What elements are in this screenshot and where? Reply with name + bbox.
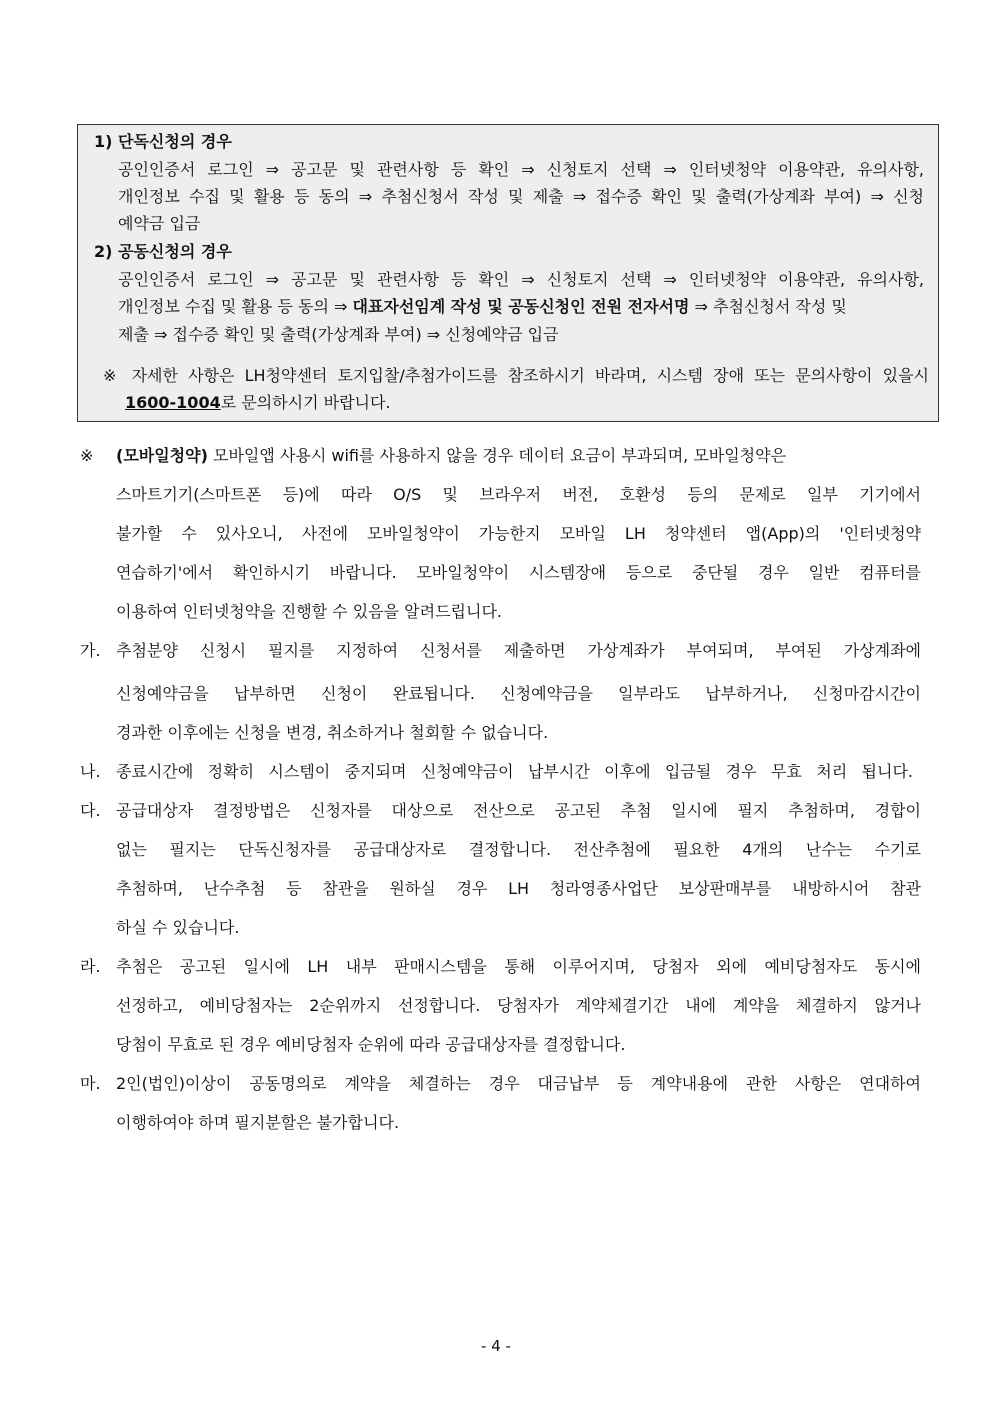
box-note-rest: 로 문의하시기 바랍니다.	[220, 393, 391, 412]
item-line: 추첨분양 신청시 필지를 지정하여 신청서를 제출하면 가상계좌가 부여되며, 부여된 가상계좌에	[116, 641, 921, 660]
mobile-note-line: 이용하여 인터넷청약을 진행할 수 있음을 알려드립니다.	[116, 602, 503, 621]
item-line: 신청예약금을 납부하면 신청이 완료됩니다. 신청예약금을 일부라도 납부하거나, 신청마감시간이	[116, 684, 921, 703]
item-line: 추첨하며, 난수추첨 등 참관을 원하실 경우 LH 청라영종사업단 보상판매부를 내방하시어 참관	[116, 879, 921, 898]
item-line: 당첨이 무효로 된 경우 예비당첨자 순위에 따라 공급대상자를 결정합니다.	[116, 1035, 626, 1054]
mobile-note-line: 연습하기'에서 확인하시기 바랍니다. 모바일청약이 시스템장애 등으로 중단될 경우 일반 컴퓨터를	[116, 563, 921, 582]
section-title-single: 1) 단독신청의 경우	[94, 132, 232, 151]
item-line: 이행하여야 하며 필지분할은 불가합니다.	[116, 1113, 400, 1132]
box-line: 예약금 입금	[118, 214, 201, 233]
box-line: 공인인증서 로그인 ⇒ 공고문 및 관련사항 등 확인 ⇒ 신청토지 선택 ⇒ 인터넷청약 이용약관, 유의사항,	[118, 160, 924, 179]
item-line: 추첨은 공고된 일시에 LH 내부 판매시스템을 통해 이루어지며, 당첨자 외에 예비당첨자도 동시에	[116, 957, 921, 976]
box-line: 개인정보 수집 및 활용 등 동의 ⇒ 추첨신청서 작성 및 제출 ⇒ 접수증 확인 및 출력(가상계좌 부여) ⇒ 신청	[118, 187, 924, 206]
box-note: ※ 자세한 사항은 LH청약센터 토지입찰/추첨가이드를 참조하시기 바라며, 시스템 장애 또는 문의사항이 있을시	[103, 366, 929, 385]
box-line: 제출 ⇒ 접수증 확인 및 출력(가상계좌 부여) ⇒ 신청예약금 입금	[118, 325, 559, 344]
item-line: 경과한 이후에는 신청을 변경, 취소하거나 철회할 수 없습니다.	[116, 723, 549, 742]
mobile-note-first-line	[116, 445, 786, 467]
item-label: 라.	[80, 957, 101, 976]
item-label: 나.	[80, 762, 101, 781]
mobile-note-text: 모바일앱 사용시 wifi를 사용하지 않을 경우 데이터 요금이 부과되며, 모바일청약은	[207, 446, 787, 465]
item-line: 없는 필지는 단독신청자를 공급대상자로 결정합니다. 전산추첨에 필요한 4개의 난수는 수기로	[116, 840, 921, 859]
item-label: 마.	[80, 1074, 101, 1093]
item-line: 하실 수 있습니다.	[116, 918, 240, 937]
mobile-note-line: 스마트기기(스마트폰 등)에 따라 O/S 및 브라우저 버전, 호환성 등의 문제로 일부 기기에서	[116, 485, 921, 504]
box-line: 공인인증서 로그인 ⇒ 공고문 및 관련사항 등 확인 ⇒ 신청토지 선택 ⇒ 인터넷청약 이용약관, 유의사항,	[118, 270, 924, 289]
item-label: 다.	[80, 801, 101, 820]
box-line-part: 개인정보 수집 및 활용 등 동의 ⇒	[118, 297, 353, 316]
page-number: - 4 -	[481, 1337, 511, 1355]
mobile-bullet: ※	[80, 446, 94, 465]
item-line: 선정하고, 예비당첨자는 2순위까지 선정합니다. 당첨자가 계약체결기간 내에 계약을 체결하지 않거나	[116, 996, 921, 1015]
joint-signature-emphasis: 대표자선임계 작성 및 공동신청인 전원 전자서명	[352, 297, 690, 316]
section-title-joint: 2) 공동신청의 경우	[94, 242, 232, 261]
mobile-note-head: (모바일청약)	[116, 446, 208, 465]
box-line-part: ⇒ 추첨신청서 작성 및	[689, 297, 847, 316]
box-note-contact	[125, 393, 391, 413]
item-line: 종료시간에 정확히 시스템이 중지되며 신청예약금이 납부시간 이후에 입금될 경우 무효 처리 됩니다.	[116, 762, 913, 781]
box-line-emphasis	[118, 297, 847, 317]
item-line: 2인(법인)이상이 공동명의로 계약을 체결하는 경우 대금납부 등 계약내용에 관한 사항은 연대하여	[116, 1074, 921, 1093]
mobile-note-line: 불가할 수 있사오니, 사전에 모바일청약이 가능한지 모바일 LH 청약센터 앱(App)의 '인터넷청약	[116, 524, 921, 543]
item-label: 가.	[80, 641, 101, 660]
phone-number: 1600-1004	[125, 393, 221, 412]
item-line: 공급대상자 결정방법은 신청자를 대상으로 전산으로 공고된 추첨 일시에 필지 추첨하며, 경합이	[116, 801, 921, 820]
